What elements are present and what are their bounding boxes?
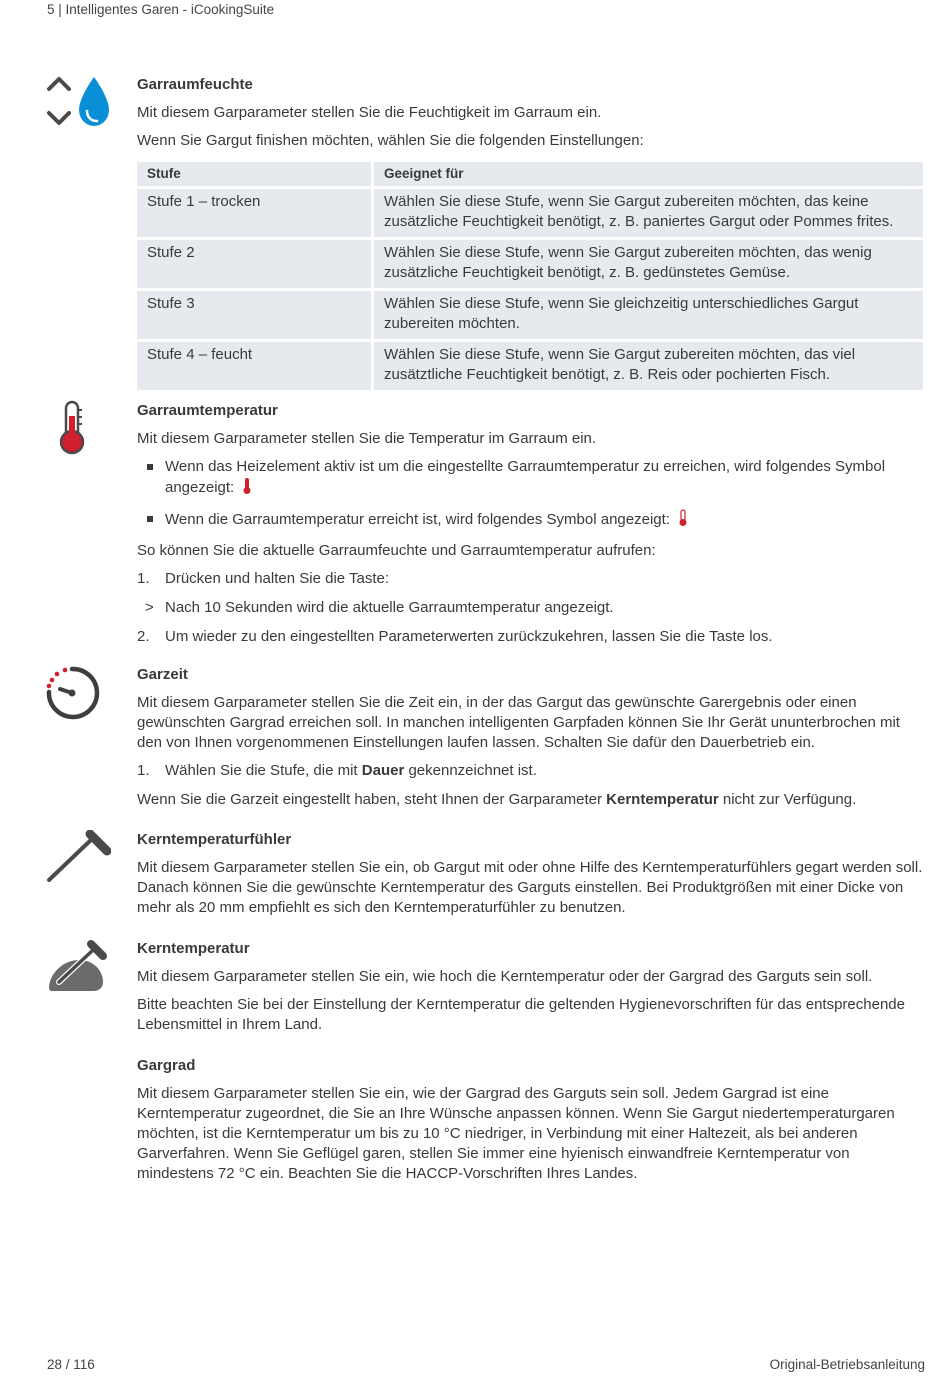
cooktime-title: Garzeit xyxy=(137,666,188,683)
humidity-title: Garraumfeuchte xyxy=(137,76,253,93)
table-row xyxy=(137,342,923,390)
probe-section xyxy=(137,830,927,926)
doneness-section xyxy=(137,1056,927,1192)
step-text: Drücken und halten Sie die Taste: xyxy=(165,570,390,587)
table-row xyxy=(137,240,923,288)
step-number: 1. xyxy=(137,570,150,587)
suitable-cell: Wählen Sie diese Stufe, wenn Sie Gargut zubereiten möchten, das keine zusätzliche Feuchtigkeit benötigt, z. B. paniertes Gargut oder Pommes frites. xyxy=(374,189,923,237)
probe-text: Mit diesem Garparameter stellen Sie ein, ob Gargut mit oder ohne Hilfe des Kerntemperaturfühlers gegart werden soll. Danach können Sie die gewünschte Kerntemperatur des Garguts einstellen. Bei Produktgrößen mit einer Dicke von mehr als 20 mm empfiehlt es sich den Kerntemperaturfühler zu benutzen. xyxy=(137,859,923,916)
reached-thermometer-icon xyxy=(678,509,688,533)
temperature-step-1 xyxy=(137,569,927,589)
bullet-marker xyxy=(147,464,153,470)
cooktime-step-1 xyxy=(137,761,927,781)
temperature-step-2 xyxy=(137,627,927,647)
page-header: 5 | Intelligentes Garen - iCookingSuite xyxy=(47,2,275,17)
cooktime-text: Mit diesem Garparameter stellen Sie die Zeit ein, in der das Gargut das gewünschte Garergebnis oder einen gewünschten Gargrad erreichen soll. In manchen intelligenten Garpfaden können Sie Ihr Gerät ununterbrochen mit den von Ihnen vorgenommenen Einstellungen laufen lassen. Schalten Sie dafür den Dauerbetrieb ein. xyxy=(137,694,900,751)
step-text-bold: Dauer xyxy=(361,762,405,779)
table-header-row xyxy=(137,162,923,186)
bullet-text-heating: Wenn das Heizelement aktiv ist um die eingestellte Garraumtemperatur zu erreichen, wird folgendes Symbol angezeigt: xyxy=(165,458,886,496)
page-number: 28 / 116 xyxy=(47,1357,95,1372)
table-row xyxy=(137,291,923,339)
stage-cell: Stufe 2 xyxy=(137,240,371,288)
stage-cell: Stufe 3 xyxy=(137,291,371,339)
thermometer-icon xyxy=(58,400,86,462)
list-item xyxy=(137,509,927,533)
coretemp-section xyxy=(137,939,927,1043)
temperature-section xyxy=(137,401,927,656)
heating-thermometer-icon xyxy=(242,477,252,501)
cooktime-section xyxy=(137,665,927,818)
step-text-pre: Wählen Sie die Stufe, die mit xyxy=(165,762,362,779)
probe-title: Kerntemperaturfühler xyxy=(137,831,292,848)
step-number: 2. xyxy=(137,628,150,645)
table-row xyxy=(137,189,923,237)
bullet-marker xyxy=(147,516,153,522)
stage-cell: Stufe 4 – feucht xyxy=(137,342,371,390)
suitable-cell: Wählen Sie diese Stufe, wenn Sie gleichzeitig unterschiedliches Gargut zubereiten möchten. xyxy=(374,291,923,339)
note-post: nicht zur Verfügung. xyxy=(718,791,857,808)
step-number: 1. xyxy=(137,762,150,779)
coretemp-text: Mit diesem Garparameter stellen Sie ein, wie hoch die Kerntemperatur oder der Gargrad des Garguts sein soll. xyxy=(137,968,873,985)
coretemp-title: Kerntemperatur xyxy=(137,940,250,957)
core-temperature-icon xyxy=(45,938,111,1000)
note-bold: Kerntemperatur xyxy=(606,791,719,808)
temperature-title: Garraumtemperatur xyxy=(137,402,278,419)
suitable-cell: Wählen Sie diese Stufe, wenn Sie Gargut zubereiten möchten, das wenig zusätzliche Feuchtigkeit benötigt, z. B. gedünstetes Gemüse. xyxy=(374,240,923,288)
result-marker: > xyxy=(145,599,154,616)
humidity-intro: Mit diesem Garparameter stellen Sie die Feuchtigkeit im Garraum ein. xyxy=(137,104,602,121)
timer-icon xyxy=(45,665,101,727)
step-text-post: gekennzeichnet ist. xyxy=(404,762,537,779)
cooktime-note xyxy=(137,790,927,810)
temperature-intro: Mit diesem Garparameter stellen Sie die Temperatur im Garraum ein. xyxy=(137,430,597,447)
bullet-text-reached: Wenn die Garraumtemperatur erreicht ist, wird folgendes Symbol angezeigt: xyxy=(165,511,670,528)
note-pre: Wenn Sie die Garzeit eingestellt haben, steht Ihnen der Garparameter xyxy=(137,791,607,808)
humidity-section xyxy=(137,75,927,393)
stage-cell: Stufe 1 – trocken xyxy=(137,189,371,237)
step-text: Um wieder zu den eingestellten Parameterwerten zurückzukehren, lassen Sie die Taste los. xyxy=(165,628,773,645)
column-header-suitable: Geeignet für xyxy=(374,162,923,186)
document-title: Original-Betriebsanleitung xyxy=(769,1357,925,1372)
result-text: Nach 10 Sekunden wird die aktuelle Garraumtemperatur angezeigt. xyxy=(165,599,614,616)
humidity-icon xyxy=(45,75,115,137)
temperature-step-result xyxy=(137,598,927,618)
temperature-bullet-list xyxy=(137,457,927,533)
humidity-levels-table xyxy=(134,159,926,393)
doneness-text: Mit diesem Garparameter stellen Sie ein, wie der Gargrad des Garguts sein soll. Jedem Gargrad ist eine Kerntemperatur zugeordnet, die Sie an Ihre Wünsche anpassen können. Wenn Sie Gargut niedertemperaturgaren möchten, ist die Kerntemperatur um bis zu 10 °C niedriger, in Verbindung mit einer Haltezeit, als bei anderen Garverfahren. Wenn Sie Geflügel garen, stellen Sie immer eine hyienisch einwandfreie Kerntemperatur von mindestens 72 °C ein. Beachten Sie die HACCP-Vorschriften Ihres Landes. xyxy=(137,1085,895,1182)
suitable-cell: Wählen Sie diese Stufe, wenn Sie Gargut zubereiten möchten, das viel zusätztliche Feuchtigkeit benötigt, z. B. Reis oder pochierten Fisch. xyxy=(374,342,923,390)
humidity-intro-2: Wenn Sie Gargut finishen möchten, wählen Sie die folgenden Einstellungen: xyxy=(137,132,644,149)
temperature-lead: So können Sie die aktuelle Garraumfeuchte und Garraumtemperatur aufrufen: xyxy=(137,542,656,559)
core-probe-icon xyxy=(45,830,111,890)
coretemp-text-2: Bitte beachten Sie bei der Einstellung der Kerntemperatur die geltenden Hygienevorschriften für das entsprechende Lebensmittel in Ihrem Land. xyxy=(137,996,905,1033)
list-item xyxy=(137,457,927,501)
doneness-title: Gargrad xyxy=(137,1057,196,1074)
column-header-stage: Stufe xyxy=(137,162,371,186)
